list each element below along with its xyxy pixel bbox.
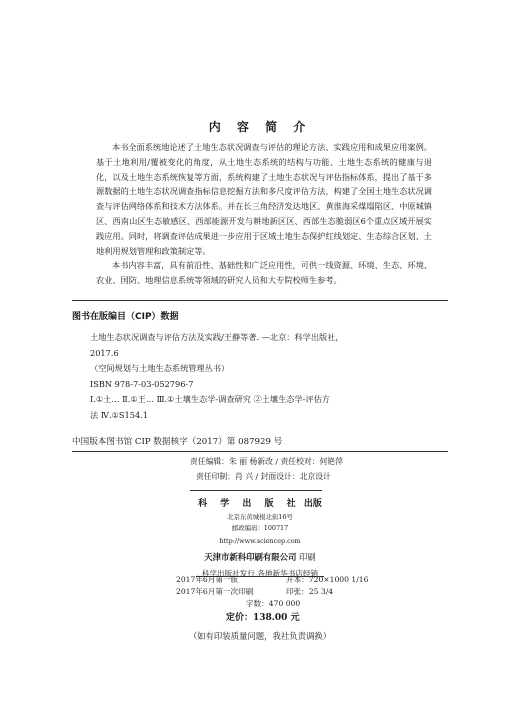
intro-title: 内 容 简 介 [208, 120, 312, 134]
distribution: 科学出版社发行 各地新华书店经销 [201, 569, 319, 578]
cip-line: Ⅰ.①土… Ⅱ.①王… Ⅲ.①土壤生态学-调查研究 ②土壤生态学-评估方 [90, 394, 330, 404]
cip-line: 法 Ⅳ.①S154.1 [90, 409, 148, 420]
divider-top [72, 300, 448, 301]
publisher-website: http://www.sciencep.com [219, 537, 301, 545]
printer-name: 天津市新科印刷有限公司 [204, 552, 297, 562]
printer-suffix: 印刷 [299, 552, 316, 562]
intro-body [96, 140, 432, 288]
publisher-postcode: 邮政编码：100717 [231, 524, 289, 532]
publisher-name: 科 学 出 版 社 [198, 499, 301, 509]
publisher-address: 北京东黄城根北街16号 [227, 513, 293, 521]
divider-mid [72, 451, 448, 452]
publisher-block [0, 496, 520, 579]
editor-credit: 责任编辑：朱 丽 杨新改 / 责任校对：何艳萍 [190, 457, 343, 466]
intro-paragraph-1: 本书全面系统地论述了土地生态状况调查与评估的理论方法、实践应用和成果应用案例。基于土地利用/覆被变化的角度，从土地生态系统的结构与功能、土地生态系统的健康与退化，以及土地生态系统恢复等方面，系统构建了土地生态状况与评估指标体系，提出了基于多源数据的土地生态状况调查指标信息挖掘方法和多尺度评估方法，构建了全国土地生态状况调查与评估网络体系和技术方法体系。并在长三角经济发达地区、黄淮海采煤塌陷区、中原城镇区、西南山区生态敏感区、西部能源开发与耕地新区区、西部生态脆弱区6个重点区域开展实践应用。同时，将调查评估成果进一步应用于区域土地生态保护红线划定、生态综合区划、土地利用规划管理和政策制定等。 [96, 142, 432, 256]
printer-line [0, 551, 520, 563]
edition-label: 2017年6月第一版 [176, 575, 239, 584]
credits [0, 456, 520, 486]
print-label: 2017年6月第一次印刷 [176, 587, 254, 596]
cip-line: ISBN 978-7-03-052796-7 [90, 378, 194, 389]
cip-number: 中国版本图书馆 CIP 数据核字（2017）第 087929 号 [72, 437, 283, 447]
cip-line: 土地生态状况调查与评估方法及实践/王静等著. —北京：科学出版社， [90, 332, 344, 342]
printing-credit: 责任印制：肖 兴 / 封面设计：北京设计 [196, 472, 331, 481]
quality-note: （如有印装质量问题，我社负责调换） [188, 631, 332, 641]
word-count: 字数：470 000 [246, 599, 301, 608]
publisher-name-line [0, 496, 520, 509]
format: 开本：720×1000 1/16 [286, 575, 369, 584]
cip-record [90, 330, 460, 423]
price: 定价：138.00 元 [226, 613, 300, 623]
cip-line: 2017.6 [90, 347, 119, 358]
intro-paragraph-2: 本书内容丰富，具有前沿性、基础性和广泛应用性，可供一线资源、环境、生态、环境、农业、国防、地理信息系统等领域的研究人员和大专院校师生参考。 [96, 260, 432, 286]
cip-line: （空间规划与土地生态系统管理丛书） [90, 363, 230, 373]
divider-credits [190, 490, 322, 491]
sheets: 印张：25 3/4 [286, 587, 334, 596]
cip-heading: 图书在版编目（CIP）数据 [72, 312, 179, 322]
publisher-suffix: 出版 [303, 499, 322, 509]
